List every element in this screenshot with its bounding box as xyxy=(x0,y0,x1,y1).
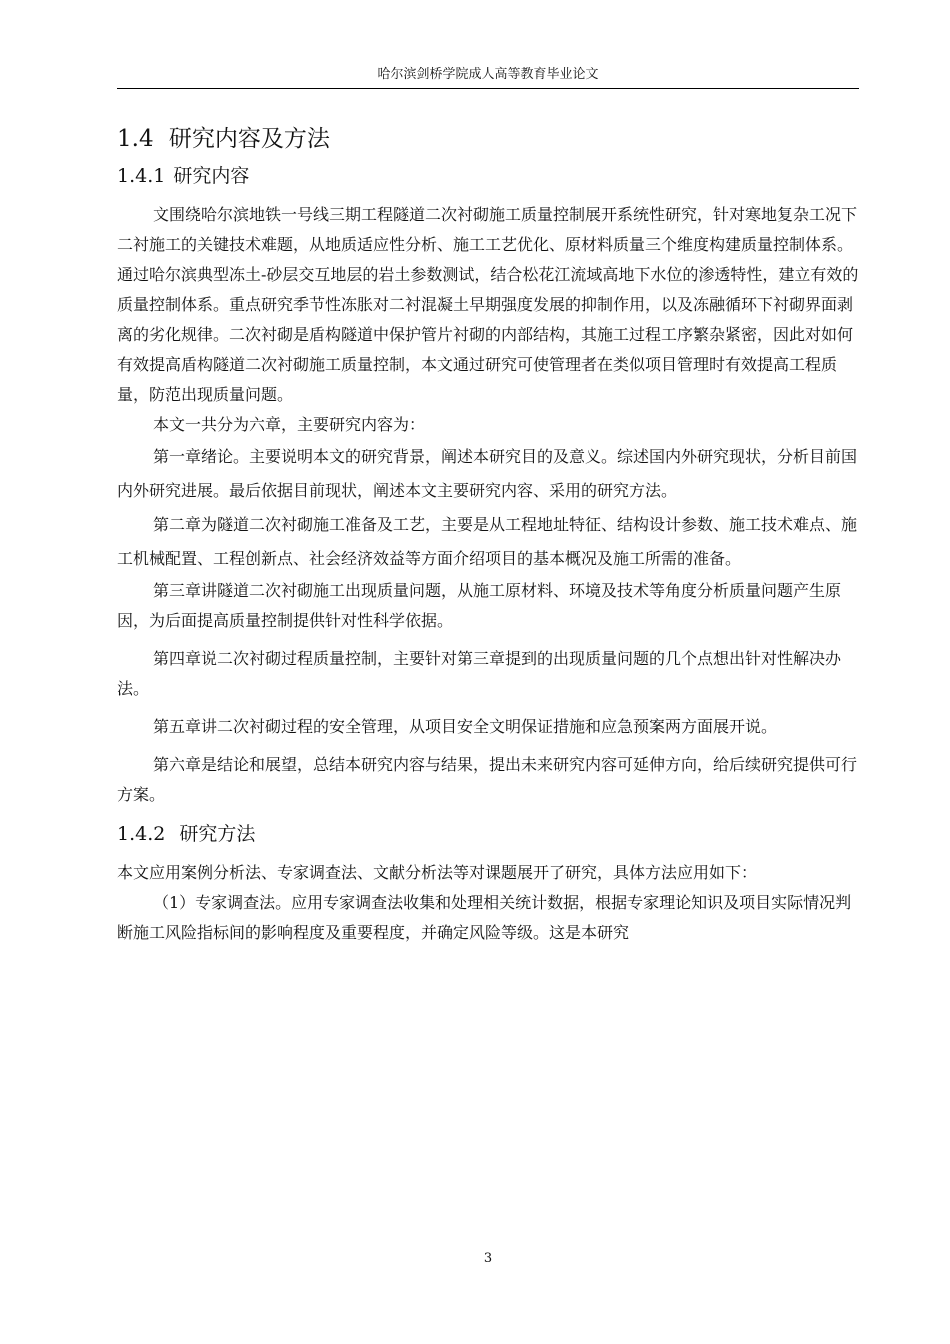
subsection-heading-method xyxy=(117,820,859,858)
paragraph: 第六章是结论和展望，总结本研究内容与结果，提出未来研究内容可延伸方向，给后续研究提供可行方案。 xyxy=(117,755,858,804)
paragraph: 第一章绪论。主要说明本文的研究背景，阐述本研究目的及意义。综述国内外研究现状，分析目前国内外研究进展。最后依据目前现状，阐述本文主要研究内容、采用的研究方法。 xyxy=(117,447,858,500)
paragraph: 本文应用案例分析法、专家调查法、文献分析法等对课题展开了研究，具体方法应用如下： xyxy=(117,863,758,882)
paragraph: （1）专家调查法。应用专家调查法收集和处理相关统计数据，根据专家理论知识及项目实际情况判断施工风险指标间的影响程度及重要程度，并确定风险等级。这是本研究 xyxy=(117,893,852,942)
section-number: 1.4 xyxy=(117,126,154,152)
running-header: 哈尔滨剑桥学院成人高等教育毕业论文 xyxy=(377,67,599,82)
subsection-heading-content xyxy=(117,162,859,200)
paragraph: 第三章讲隧道二次衬砌施工出现质量问题，从施工原材料、环境及技术等角度分析质量问题产生原因，为后面提高质量控制提供针对性科学依据。 xyxy=(117,581,842,630)
subsection-number: 1.4.1 xyxy=(117,165,166,187)
subsection-title: 研究内容 xyxy=(173,165,250,187)
body-text xyxy=(117,122,859,948)
paragraph: 第四章说二次衬砌过程质量控制，主要针对第三章提到的出现质量问题的几个点想出针对性解决办法。 xyxy=(117,649,842,698)
paragraph: 第五章讲二次衬砌过程的安全管理，从项目安全文明保证措施和应急预案两方面展开说。 xyxy=(153,717,778,736)
section-title: 研究内容及方法 xyxy=(168,126,330,152)
header-rule xyxy=(117,88,859,89)
section-heading xyxy=(117,122,859,162)
subsection-title: 研究方法 xyxy=(179,823,256,845)
page-number: 3 xyxy=(483,1251,493,1266)
paragraph: 第二章为隧道二次衬砌施工准备及工艺，主要是从工程地址特征、结构设计参数、施工技术难点、施工机械配置、工程创新点、社会经济效益等方面介绍项目的基本概况及施工所需的准备。 xyxy=(117,515,858,568)
subsection-number: 1.4.2 xyxy=(117,823,166,845)
paragraph: 文围绕哈尔滨地铁一号线三期工程隧道二次衬砌施工质量控制展开系统性研究，针对寒地复杂工况下二衬施工的关键技术难题，从地质适应性分析、施工工艺优化、原材料质量三个维度构建质量控制体系。通过哈尔滨典型冻土-砂层交互地层的岩土参数测试，结合松花江流域高地下水位的渗透特性，建立有效的质量控制体系。重点研究季节性冻胀对二衬混凝土早期强度发展的抑制作用，以及冻融循环下衬砌界面剥离的劣化规律。二次衬砌是盾构隧道中保护管片衬砌的内部结构，其施工过程工序繁杂紧密，因此对如何有效提高盾构隧道二次衬砌施工质量控制，本文通过研究可使管理者在类似项目管理时有效提高工程质量，防范出现质量问题。 xyxy=(117,205,859,404)
paragraph: 本文一共分为六章，主要研究内容为： xyxy=(153,415,426,434)
